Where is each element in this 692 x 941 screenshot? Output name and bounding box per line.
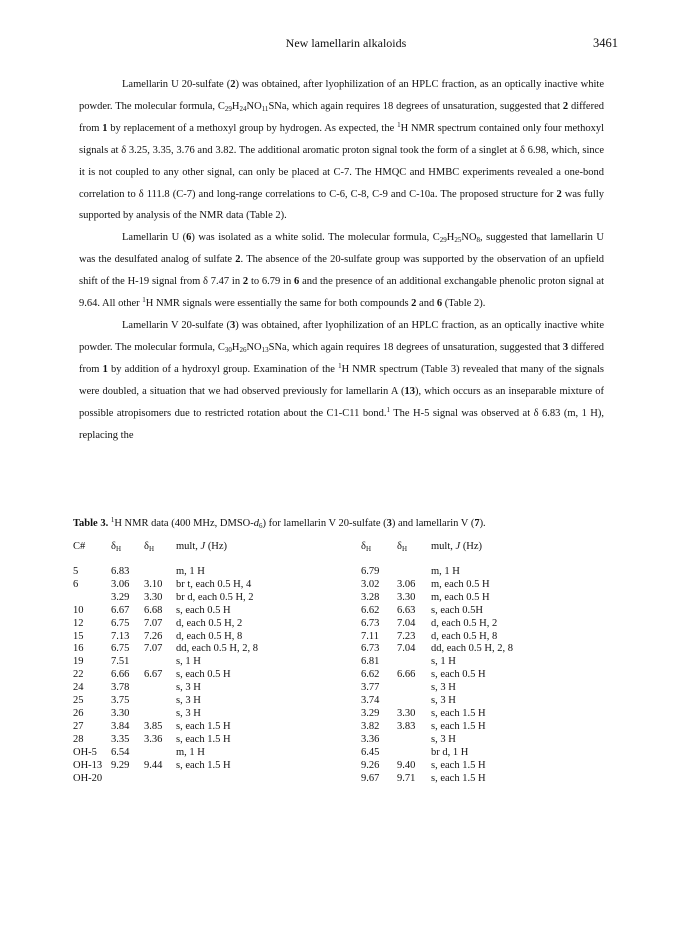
cell-delta-d: 3.06 xyxy=(397,578,416,590)
cell-position: 10 xyxy=(73,604,84,616)
cell-multiplicity xyxy=(176,773,361,786)
cell-multiplicity-v: s, 3 H xyxy=(431,733,456,745)
cell-multiplicity-v: s, each 1.5 H xyxy=(431,707,486,719)
cell-delta-a: 3.78 xyxy=(111,682,130,694)
cell-multiplicity-v: s, 3 H xyxy=(431,695,456,707)
running-head xyxy=(0,36,692,52)
table-row xyxy=(73,592,553,605)
cell-delta-b: 6.67 xyxy=(144,669,163,681)
table-row xyxy=(73,721,553,734)
cell-delta-a: 6.67 xyxy=(111,604,130,616)
cell-delta-d xyxy=(397,747,431,760)
cell-multiplicity-v: m, 1 H xyxy=(431,566,460,577)
cell-position: 25 xyxy=(73,695,84,707)
cell-multiplicity-v: m, each 0.5 H xyxy=(431,578,490,590)
cell-multiplicity: d, each 0.5 H, 8 xyxy=(176,630,243,642)
cell-delta-b xyxy=(144,747,176,760)
cell-multiplicity-v: s, each 1.5 H xyxy=(431,759,486,771)
table-row xyxy=(73,773,553,786)
cell-multiplicity: s, each 0.5 H xyxy=(176,604,231,616)
cell-position: 28 xyxy=(73,733,84,745)
cell-multiplicity-v: m, each 0.5 H xyxy=(431,591,490,603)
cell-delta-b: 7.07 xyxy=(144,643,163,655)
cell-multiplicity-v: s, each 0.5 H xyxy=(431,669,486,681)
cell-position: OH-13 xyxy=(73,759,103,771)
cell-position: 12 xyxy=(73,617,84,629)
cell-position: 19 xyxy=(73,656,84,668)
header-delta-h: $\delta_H$ xyxy=(111,541,122,553)
table-row xyxy=(73,643,553,656)
cell-delta-b: 3.36 xyxy=(144,733,163,745)
cell-delta-b xyxy=(144,695,176,708)
cell-delta-d: 7.04 xyxy=(397,643,416,655)
cell-position xyxy=(73,592,111,605)
cell-delta-d xyxy=(397,566,431,579)
cell-multiplicity: dd, each 0.5 H, 2, 8 xyxy=(176,643,258,655)
cell-delta-d xyxy=(397,682,431,695)
cell-multiplicity: m, 1 H xyxy=(176,566,205,577)
header-position: C# xyxy=(73,541,86,552)
cell-delta-a: 6.54 xyxy=(111,746,130,758)
cell-delta-c: 3.36 xyxy=(361,733,380,745)
cell-delta-a: 3.75 xyxy=(111,695,130,707)
cell-delta-c: 6.81 xyxy=(361,656,380,668)
table-row xyxy=(73,566,553,579)
cell-delta-a xyxy=(111,773,144,786)
cell-delta-d: 9.40 xyxy=(397,759,416,771)
cell-multiplicity: m, 1 H xyxy=(176,746,205,758)
cell-delta-c: 6.62 xyxy=(361,669,380,681)
page-number: 3461 xyxy=(593,36,618,50)
cell-multiplicity: s, 3 H xyxy=(176,682,201,694)
header-multiplicity: mult, J (Hz) xyxy=(176,541,228,552)
cell-delta-a: 3.84 xyxy=(111,720,130,732)
cell-multiplicity-v: d, each 0.5 H, 8 xyxy=(431,630,498,642)
cell-position: 15 xyxy=(73,630,84,642)
cell-delta-d xyxy=(397,656,431,669)
cell-delta-b: 3.85 xyxy=(144,720,163,732)
table-row xyxy=(73,760,553,773)
cell-delta-c: 3.77 xyxy=(361,682,380,694)
cell-multiplicity-v: s, each 1.5 H xyxy=(431,772,486,784)
cell-multiplicity: s, each 1.5 H xyxy=(176,759,231,771)
cell-delta-c: 3.29 xyxy=(361,707,380,719)
cell-delta-a: 3.06 xyxy=(111,578,130,590)
cell-multiplicity: br d, each 0.5 H, 2 xyxy=(176,591,254,603)
cell-delta-c: 6.62 xyxy=(361,604,380,616)
table-row xyxy=(73,618,553,631)
cell-delta-a: 7.51 xyxy=(111,656,130,668)
cell-delta-b xyxy=(144,682,176,695)
cell-delta-d: 6.63 xyxy=(397,604,416,616)
cell-delta-a: 6.66 xyxy=(111,669,130,681)
header-delta-h: $\delta_H$ xyxy=(361,541,372,553)
paragraph-lamellarin-u-sulfate: Lamellarin U 20-sulfate (2) was obtained, after lyophilization of an HPLC fraction, as an optically inactive white powder. The molecular formula, $C_{29}H_{24}NO_{11}SNa$, which again requires 18 degrees of unsaturation, suggested that 2 differed from 1 by replacement of a methoxyl group by hydrogen. As expected, the $^1$H NMR spectrum contained only four methoxyl signals at δ 3.25, 3.35, 3.76 and 3.82. The additional aromatic proton signal took the form of a singlet at δ 6.98, which, since it is not coupled to any other signal, can only be placed at C-7. The HMQC and HMBC experiments revealed a one-bond correlation to δ 111.8 (C-7) and long-range correlations to C-6, C-8, C-9 and C-10a. The proposed structure for 2 was fully supported by analysis of the NMR data (Table 2). xyxy=(79,79,605,222)
table-row xyxy=(73,605,553,618)
cell-delta-d: 3.30 xyxy=(397,591,416,603)
cell-delta-d: 3.30 xyxy=(397,707,416,719)
cell-delta-b xyxy=(144,708,176,721)
cell-multiplicity: s, each 0.5 H xyxy=(176,669,231,681)
cell-delta-a: 6.83 xyxy=(111,566,130,577)
cell-delta-d: 3.83 xyxy=(397,720,416,732)
table-row xyxy=(73,631,553,644)
cell-delta-a: 6.75 xyxy=(111,617,130,629)
cell-delta-d: 6.66 xyxy=(397,669,416,681)
header-delta-h: $\delta_H$ xyxy=(144,541,155,553)
cell-delta-c: 6.73 xyxy=(361,643,380,655)
cell-delta-c: 6.79 xyxy=(361,566,380,577)
cell-delta-c: 3.82 xyxy=(361,720,380,732)
cell-delta-d xyxy=(397,695,431,708)
cell-delta-d: 7.04 xyxy=(397,617,416,629)
cell-delta-b xyxy=(144,656,176,669)
paragraph-lamellarin-u: Lamellarin U (6) was isolated as a white solid. The molecular formula, $C_{29}H_{25}NO_8$, suggested that lamellarin U was the desulfated analog of sulfate 2. The absence of the 20-sulfate group was supported by the observation of an upfield shift of the H-19 signal from δ 7.47 in 2 to 6.79 in 6 and the presence of an additional exchangable phenolic proton signal at 9.64. All other $^1$H NMR signals were essentially the same for both compounds 2 and 6 (Table 2). xyxy=(79,232,605,310)
cell-delta-a: 3.35 xyxy=(111,733,130,745)
table-row xyxy=(73,656,553,669)
cell-multiplicity-v: s, 1 H xyxy=(431,656,456,668)
cell-delta-b xyxy=(144,773,176,786)
table-row xyxy=(73,747,553,760)
running-title: New lamellarin alkaloids xyxy=(285,36,407,50)
cell-position: OH-20 xyxy=(73,772,103,784)
cell-multiplicity: s, each 1.5 H xyxy=(176,733,231,745)
cell-multiplicity: s, each 1.5 H xyxy=(176,720,231,732)
cell-delta-d: 9.71 xyxy=(397,772,416,784)
cell-multiplicity-v: s, each 1.5 H xyxy=(431,720,486,732)
cell-delta-c: 9.67 xyxy=(361,772,380,784)
table-row xyxy=(73,734,553,747)
cell-position: 5 xyxy=(73,566,79,577)
cell-delta-b: 7.26 xyxy=(144,630,163,642)
nmr-table xyxy=(73,541,553,785)
cell-position: 22 xyxy=(73,669,84,681)
table-row xyxy=(73,708,553,721)
cell-multiplicity: s, 3 H xyxy=(176,695,201,707)
cell-position: 27 xyxy=(73,720,84,732)
cell-delta-b xyxy=(144,566,176,579)
cell-delta-a: 3.30 xyxy=(111,707,130,719)
table-row xyxy=(73,682,553,695)
cell-delta-c: 3.02 xyxy=(361,578,380,590)
cell-delta-d xyxy=(397,734,431,747)
nmr-table-body xyxy=(73,558,553,785)
table-caption: Table 3. $^1$H NMR data (400 MHz, DMSO-$d_6$) for lamellarin V 20-sulfate (3) and lamellarin V (7). xyxy=(73,516,486,530)
table-row xyxy=(73,695,553,708)
cell-delta-d: 7.23 xyxy=(397,630,416,642)
cell-delta-a: 6.75 xyxy=(111,643,130,655)
cell-delta-b: 3.30 xyxy=(144,591,163,603)
cell-position: 26 xyxy=(73,707,84,719)
cell-multiplicity-v: br d, 1 H xyxy=(431,746,469,758)
cell-position: OH-5 xyxy=(73,746,97,758)
cell-multiplicity-v: s, each 0.5H xyxy=(431,604,483,616)
paragraph-lamellarin-v-sulfate: Lamellarin V 20-sulfate (3) was obtained, after lyophilization of an HPLC fraction, as an optically inactive white powder. The molecular formula, $C_{30}H_{26}NO_{13}SNa$, which again requires 18 degrees of unsaturation, suggested that 3 differed from 1 by addition of a hydroxyl group. Examination of the $^1$H NMR spectrum (Table 3) revealed that many of the signals were doubled, a situation that we had observed previously for lamellarin A (13), which occurs as an inseparable mixture of possible atropisomers due to restricted rotation about the C1-C11 bond.$^1$ The H-5 signal was observed at δ 6.83 (m, 1 H), replacing the xyxy=(79,319,604,441)
cell-delta-c: 6.45 xyxy=(361,746,380,758)
cell-multiplicity: d, each 0.5 H, 2 xyxy=(176,617,243,629)
cell-delta-b: 3.10 xyxy=(144,578,163,590)
cell-position: 6 xyxy=(73,578,79,590)
cell-delta-b: 9.44 xyxy=(144,759,163,771)
cell-position: 24 xyxy=(73,682,84,694)
table-header-row xyxy=(73,541,553,558)
cell-multiplicity-v: d, each 0.5 H, 2 xyxy=(431,617,498,629)
header-delta-h: $\delta_H$ xyxy=(397,541,408,553)
cell-delta-b: 6.68 xyxy=(144,604,163,616)
body-text xyxy=(79,74,604,446)
header-multiplicity: mult, J (Hz) xyxy=(431,541,483,552)
cell-delta-a: 9.29 xyxy=(111,759,130,771)
table-row xyxy=(73,579,553,592)
cell-multiplicity: br t, each 0.5 H, 4 xyxy=(176,578,252,590)
cell-delta-c: 9.26 xyxy=(361,759,380,771)
cell-multiplicity: s, 3 H xyxy=(176,707,201,719)
cell-multiplicity: s, 1 H xyxy=(176,656,201,668)
cell-delta-a: 3.29 xyxy=(111,591,130,603)
cell-delta-a: 7.13 xyxy=(111,630,130,642)
cell-delta-c: 3.74 xyxy=(361,695,380,707)
cell-position: 16 xyxy=(73,643,84,655)
cell-multiplicity-v: dd, each 0.5 H, 2, 8 xyxy=(431,643,513,655)
cell-multiplicity-v: s, 3 H xyxy=(431,682,456,694)
cell-delta-b: 7.07 xyxy=(144,617,163,629)
cell-delta-c: 3.28 xyxy=(361,591,380,603)
table-row xyxy=(73,669,553,682)
cell-delta-c: 7.11 xyxy=(361,630,379,642)
cell-delta-c: 6.73 xyxy=(361,617,380,629)
table-label: Table 3. xyxy=(73,518,109,529)
